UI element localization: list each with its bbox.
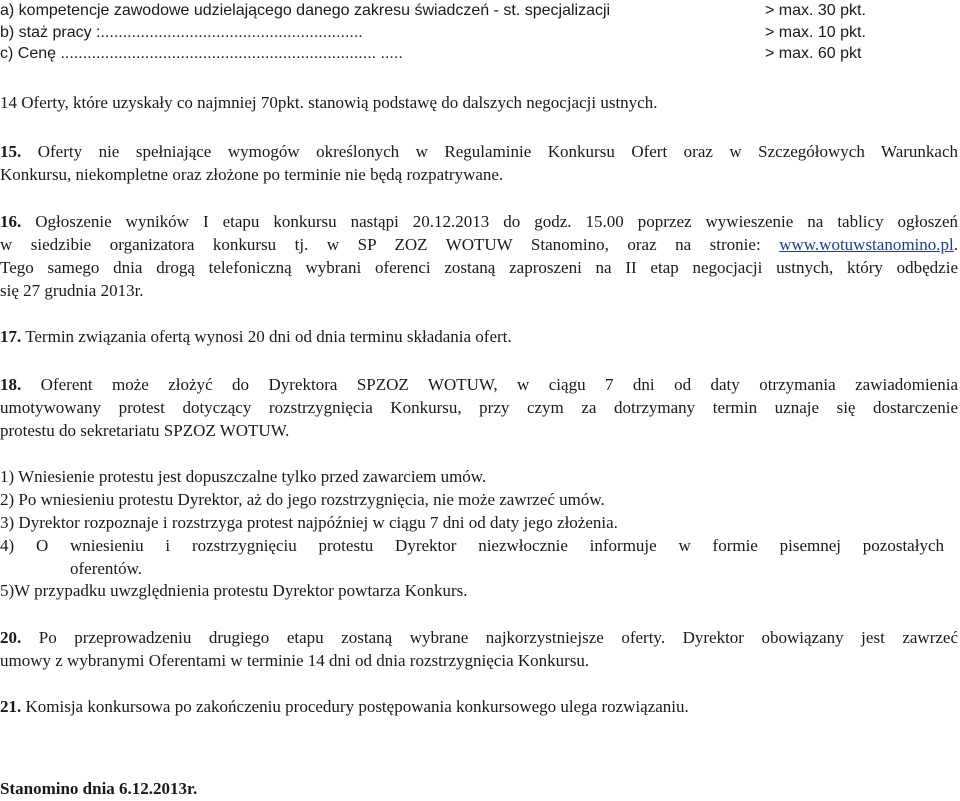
paragraph-20-line-1 bbox=[0, 627, 958, 649]
criterion-b-max: > max. 10 pkt. bbox=[765, 24, 866, 41]
paragraph-16-line-1 bbox=[0, 211, 958, 233]
paragraph-15-text-1: Oferty nie spełniające wymogów określonych w Regulaminie Konkursu Ofert oraz w Szczegółowych Warunkach bbox=[21, 142, 958, 161]
paragraph-17-number: 17. bbox=[0, 327, 22, 346]
paragraph-20-number: 20. bbox=[0, 628, 22, 647]
paragraph-21 bbox=[0, 696, 689, 718]
paragraph-14: 14 Oferty, które uzyskały co najmniej 70pkt. stanowią podstawę do dalszych negocjacji ustnych. bbox=[0, 93, 658, 112]
paragraph-18-line-2: umotywowany protest dotyczący rozstrzygnięcia Konkursu, przy czym za dotrzymany termin uznaje się dostarczenie bbox=[0, 398, 958, 417]
paragraph-16-line-3: Tego samego dnia drogą telefoniczną wybrani oferenci zostaną zaproszeni na II etap negocjacji ustnych, który odbędzie bbox=[0, 258, 958, 277]
list-item-3: 3) Dyrektor rozpoznaje i rozstrzyga protest najpóźniej w ciągu 7 dni od daty jego złożenia. bbox=[0, 513, 618, 532]
paragraph-16-number: 16. bbox=[0, 212, 22, 231]
list-item-4-continuation: oferentów. bbox=[70, 559, 143, 578]
paragraph-20-text-1: Po przeprowadzeniu drugiego etapu zostaną wybrane najkorzystniejsze oferty. Dyrektor obowiązany jest zawrzeć bbox=[21, 628, 958, 647]
list-item-1: 1) Wniesienie protestu jest dopuszczalne tylko przed zawarciem umów. bbox=[0, 467, 487, 486]
paragraph-16-line-2 bbox=[0, 234, 958, 256]
paragraph-15-line-1 bbox=[0, 141, 958, 163]
paragraph-16-period: . bbox=[953, 235, 958, 254]
paragraph-16-line-4: się 27 grudnia 2013r. bbox=[0, 281, 144, 300]
paragraph-21-number: 21. bbox=[0, 697, 22, 716]
paragraph-17-text: Termin związania ofertą wynosi 20 dni od dnia terminu składania ofert. bbox=[21, 327, 512, 346]
paragraph-15-number: 15. bbox=[0, 142, 22, 161]
paragraph-16-text-1: Ogłoszenie wyników I etapu konkursu nastąpi 20.12.2013 do godz. 15.00 poprzez wywieszenie na tablicy ogłoszeń bbox=[21, 212, 958, 231]
criterion-b-label: b) staż pracy :........................................................... bbox=[0, 24, 363, 41]
paragraph-18-number: 18. bbox=[0, 375, 22, 394]
list-item-4: 4) O wniesieniu i rozstrzygnięciu protestu Dyrektor niezwłocznie informuje w formie pisemnej pozostałych bbox=[0, 536, 944, 555]
paragraph-18-line-1 bbox=[0, 374, 958, 396]
paragraph-18-text-1: Oferent może złożyć do Dyrektora SPZOZ WOTUW, w ciągu 7 dni od daty otrzymania zawiadomienia bbox=[21, 375, 958, 394]
paragraph-15-line-2: Konkursu, niekompletne oraz złożone po terminie nie będą rozpatrywane. bbox=[0, 165, 504, 184]
paragraph-16-text-2: w siedzibie organizatora konkursu tj. w SP ZOZ WOTUW Stanomino, oraz na stronie: bbox=[0, 235, 780, 254]
website-link[interactable]: www.wotuwstanomino.pl bbox=[779, 235, 954, 254]
criterion-a-label: a) kompetencje zawodowe udzielającego danego zakresu świadczeń - st. specjalizacji bbox=[0, 2, 611, 19]
paragraph-20-line-2: umowy z wybranymi Oferentami w terminie 14 dni od dnia rozstrzygnięcia Konkursu. bbox=[0, 651, 590, 670]
criterion-a-max: > max. 30 pkt. bbox=[765, 2, 866, 19]
list-item-2: 2) Po wniesieniu protestu Dyrektor, aż do jego rozstrzygnięcia, nie może zawrzeć umów. bbox=[0, 490, 605, 509]
paragraph-18-line-3: protestu do sekretariatu SPZOZ WOTUW. bbox=[0, 421, 290, 440]
criterion-c-label: c) Cenę ....................................................................... ..... bbox=[0, 45, 403, 62]
criterion-c-max: > max. 60 pkt bbox=[765, 45, 862, 62]
list-item-5: 5)W przypadku uwzględnienia protestu Dyrektor powtarza Konkurs. bbox=[0, 581, 468, 600]
footer-place-date: Stanomino dnia 6.12.2013r. bbox=[0, 779, 198, 798]
paragraph-17 bbox=[0, 326, 512, 348]
paragraph-21-text: Komisja konkursowa po zakończeniu procedury postępowania konkursowego ulega rozwiązaniu. bbox=[21, 697, 689, 716]
